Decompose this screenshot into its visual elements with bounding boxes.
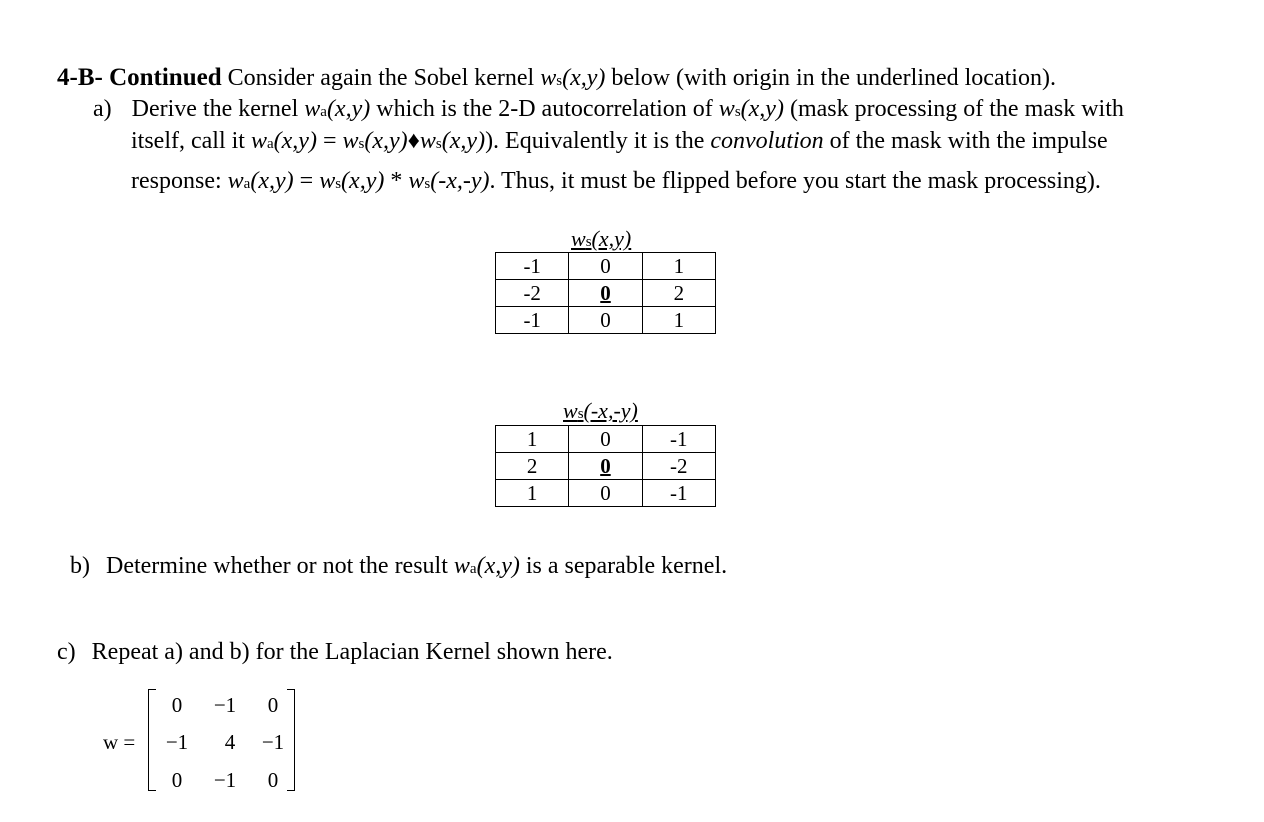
matrix-cell: −1 [213, 768, 237, 792]
table-cell: -1 [642, 480, 715, 507]
table-row [496, 480, 716, 507]
table-cell: 0 [569, 307, 642, 334]
origin-cell: 0 [569, 280, 642, 307]
matrix-cell: 0 [267, 768, 279, 792]
table-cell: -2 [496, 280, 569, 307]
table-cell: 1 [642, 253, 715, 280]
table-cell: -2 [642, 453, 715, 480]
header-line [57, 63, 1056, 96]
part-a-line-2: itself, call it wa(x,y) = ws(x,y)♦ws(x,y)). Equivalently it is the convolution of the mask with the impulse [131, 128, 1108, 154]
part-c-line: c) Repeat a) and b) for the Laplacian Kernel shown here. [57, 639, 613, 665]
table-cell: 1 [642, 307, 715, 334]
diamond-operator: ♦ [407, 128, 420, 154]
table-cell: -1 [642, 426, 715, 453]
table-cell: 0 [569, 426, 642, 453]
matrix-cell: −1 [213, 693, 237, 717]
wa-symbol: wa(x,y) [304, 96, 371, 122]
convolution-operator: * [384, 168, 409, 194]
matrix-cell: −1 [165, 730, 189, 754]
laplacian-label: w = [103, 730, 136, 754]
matrix-cell: −1 [261, 730, 285, 754]
part-b-line: b) Determine whether or not the result wa(x,y) is a separable kernel. [70, 553, 728, 579]
table-row [496, 453, 716, 480]
table-row [496, 307, 716, 334]
table2-caption: ws(-x,-y) [563, 398, 638, 423]
left-bracket [148, 689, 156, 791]
part-a-label: a) [93, 96, 112, 122]
table-cell: 2 [642, 280, 715, 307]
table-row [496, 253, 716, 280]
matrix-cell: 0 [171, 768, 183, 792]
table-row [496, 426, 716, 453]
sobel-kernel-table [495, 252, 716, 334]
table-cell: 1 [496, 480, 569, 507]
table-cell: 1 [496, 426, 569, 453]
matrix-cell: 0 [171, 693, 183, 717]
table-cell: 0 [569, 253, 642, 280]
table-cell: -1 [496, 253, 569, 280]
origin-cell: 0 [569, 453, 642, 480]
part-c-label: c) [57, 639, 76, 665]
table-cell: 0 [569, 480, 642, 507]
matrix-cell: 4 [224, 730, 236, 754]
flipped-kernel-table [495, 425, 716, 507]
part-a-line-1: a) Derive the kernel wa(x,y) which is the 2-D autocorrelation of ws(x,y) (mask processing of the mask with [93, 96, 1124, 122]
ws-symbol: ws(x,y) [718, 96, 784, 122]
table-cell: -1 [496, 307, 569, 334]
header-intro-tail: below (with origin in the underlined location). [605, 65, 1056, 91]
part-b-label: b) [70, 553, 90, 579]
convolution-word: convolution [710, 128, 824, 154]
table-cell: 2 [496, 453, 569, 480]
problem-number: 4-B- Continued [57, 64, 222, 91]
header-intro: Consider again the Sobel kernel [227, 65, 541, 91]
table-row [496, 280, 716, 307]
part-a-line-3: response: wa(x,y) = ws(x,y) * ws(-x,-y). Thus, it must be flipped before you start the mask processing). [131, 168, 1101, 194]
table1-caption: ws(x,y) [571, 226, 632, 251]
matrix-cell: 0 [267, 693, 279, 717]
ws-symbol: ws(x,y) [540, 65, 606, 91]
